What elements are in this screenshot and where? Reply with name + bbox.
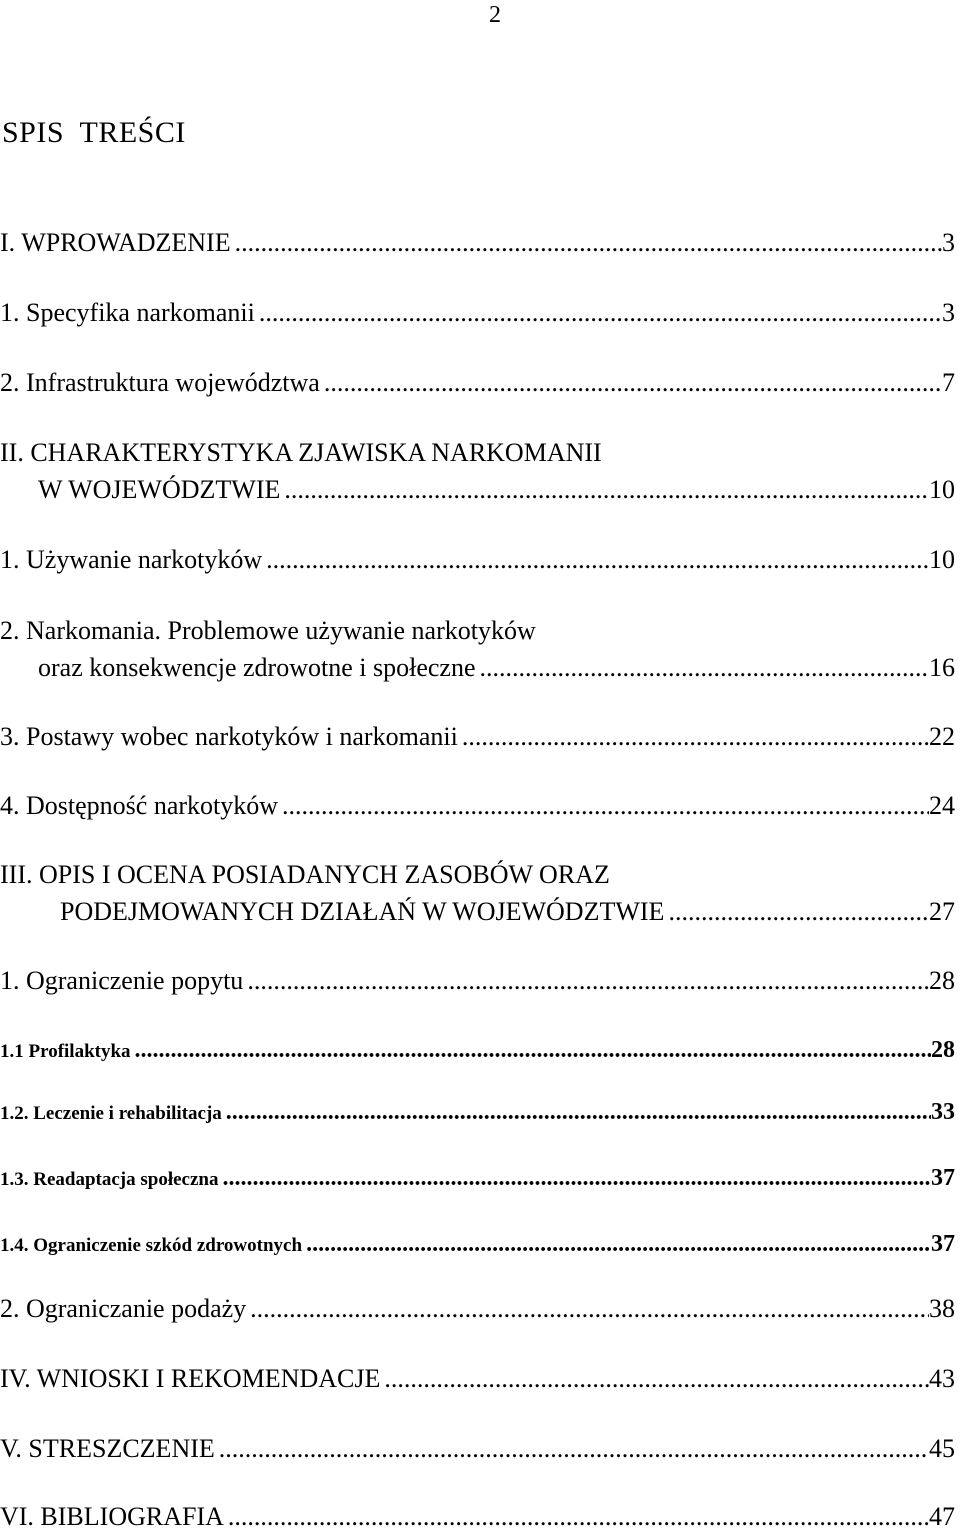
toc-entry-dostepnosc[interactable] [0, 793, 955, 819]
toc-leader-dots [266, 547, 929, 573]
toc-entry-page: 38 [929, 1294, 955, 1323]
toc-entry-label: oraz konsekwencje zdrowotne i społeczne [38, 653, 476, 682]
toc-entry-page: 22 [929, 722, 955, 751]
toc-leader-dots [226, 1100, 931, 1124]
toc-entry-label: IV. WNIOSKI I REKOMENDACJE [0, 1364, 381, 1393]
toc-entry-page: 27 [929, 897, 955, 926]
toc-entry-uzywanie[interactable] [0, 547, 955, 573]
toc-entry-page: 28 [931, 1037, 955, 1063]
toc-entry-page: 7 [942, 368, 955, 397]
toc-entry-label: 1.4. Ograniczenie szkód zdrowotnych [0, 1235, 303, 1256]
toc-entry-label: II. CHARAKTERYSTYKA ZJAWISKA NARKOMANII [0, 438, 602, 467]
toc-leader-dots [306, 1232, 931, 1256]
toc-entry-label: 1. Ograniczenie popytu [0, 966, 244, 995]
toc-entry-label: V. STRESZCZENIE [0, 1434, 215, 1463]
toc-entry-opis[interactable] [60, 899, 955, 925]
toc-entry-label: III. OPIS I OCENA POSIADANYCH ZASOBÓW ORAZ [0, 860, 610, 889]
toc-entry-label: 1. Specyfika narkomanii [0, 298, 255, 327]
toc-entry-page: 37 [931, 1231, 955, 1257]
toc-entry-narkomania-line1[interactable] [0, 618, 536, 644]
toc-entry-page: 3 [942, 298, 955, 327]
toc-leader-dots [462, 724, 929, 750]
toc-entry-label: PODEJMOWANYCH DZIAŁAŃ W WOJEWÓDZTWIE [60, 897, 665, 926]
toc-entry-page: 16 [929, 653, 955, 682]
toc-leader-dots [668, 899, 929, 925]
toc-leader-dots [384, 1366, 929, 1392]
toc-entry-charakterystyka-line1[interactable] [0, 440, 602, 466]
toc-entry-page: 45 [929, 1434, 955, 1463]
toc-leader-dots [219, 1436, 929, 1462]
toc-entry-label: W WOJEWÓDZTWIE [38, 475, 281, 504]
toc-entry-page: 10 [929, 475, 955, 504]
toc-entry-charakterystyka[interactable] [38, 477, 955, 503]
toc-entry-label: 1.1 Profilaktyka [0, 1041, 131, 1062]
toc-leader-dots [479, 655, 929, 681]
toc-entry-bibliografia[interactable] [0, 1504, 955, 1530]
toc-entry-label: 1. Używanie narkotyków [0, 545, 263, 574]
toc-entry-wprowadzenie[interactable] [0, 230, 955, 256]
page-number: 2 [489, 2, 501, 28]
toc-title: SPIS TREŚCI [2, 116, 186, 149]
toc-entry-leczenie[interactable] [0, 1100, 955, 1124]
toc-entry-page: 28 [929, 966, 955, 995]
toc-leader-dots [235, 230, 942, 256]
toc-entry-page: 43 [929, 1364, 955, 1393]
toc-entry-ograniczanie-podazy[interactable] [0, 1296, 955, 1322]
toc-leader-dots [228, 1504, 929, 1530]
toc-entry-label: I. WPROWADZENIE [0, 228, 231, 257]
toc-entry-page: 10 [929, 545, 955, 574]
toc-leader-dots [250, 1296, 929, 1322]
toc-entry-page: 24 [929, 791, 955, 820]
toc-entry-label: 1.3. Readaptacja społeczna [0, 1169, 219, 1190]
toc-leader-dots [247, 968, 929, 994]
toc-entry-ograniczenie-popytu[interactable] [0, 968, 955, 994]
toc-entry-label: 1.2. Leczenie i rehabilitacja [0, 1103, 222, 1124]
toc-entry-label: 2. Ograniczanie podaży [0, 1294, 247, 1323]
toc-entry-page: 47 [929, 1502, 955, 1531]
toc-leader-dots [259, 300, 942, 326]
toc-entry-narkomania[interactable] [38, 655, 955, 681]
toc-entry-readaptacja[interactable] [0, 1166, 955, 1190]
toc-entry-infrastruktura[interactable] [0, 370, 955, 396]
toc-entry-streszczenie[interactable] [0, 1436, 955, 1462]
toc-leader-dots [324, 370, 942, 396]
toc-leader-dots [135, 1038, 931, 1062]
toc-entry-opis-line1[interactable] [0, 862, 610, 888]
toc-leader-dots [282, 793, 929, 819]
toc-entry-specyfika[interactable] [0, 300, 955, 326]
toc-entry-profilaktyka[interactable] [0, 1038, 955, 1062]
toc-entry-page: 33 [931, 1099, 955, 1125]
toc-entry-label: VI. BIBLIOGRAFIA [0, 1502, 224, 1531]
toc-entry-postawy[interactable] [0, 724, 955, 750]
toc-entry-page: 37 [931, 1165, 955, 1191]
toc-entry-label: 2. Infrastruktura województwa [0, 368, 320, 397]
toc-entry-label: 2. Narkomania. Problemowe używanie narkotyków [0, 616, 536, 645]
toc-entry-ograniczenie-szkod[interactable] [0, 1232, 955, 1256]
toc-entry-label: 3. Postawy wobec narkotyków i narkomanii [0, 722, 458, 751]
toc-entry-wnioski[interactable] [0, 1366, 955, 1392]
toc-leader-dots [222, 1166, 931, 1190]
toc-leader-dots [284, 477, 929, 503]
toc-entry-label: 4. Dostępność narkotyków [0, 791, 279, 820]
toc-entry-page: 3 [942, 228, 955, 257]
